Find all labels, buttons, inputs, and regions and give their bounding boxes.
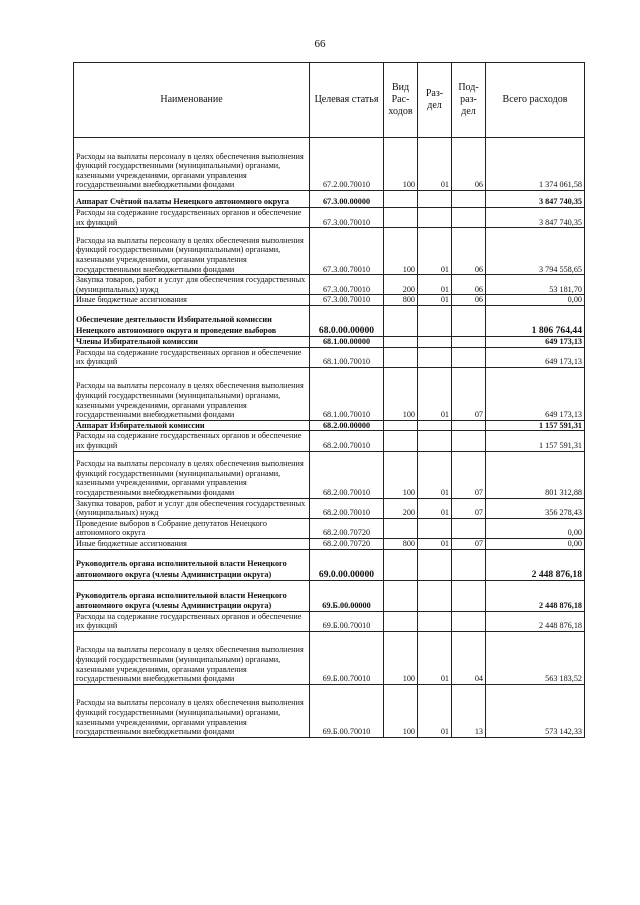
table-row — [74, 347, 585, 367]
row-section: 01 — [418, 451, 452, 498]
row-target: 67.3.00.70010 — [310, 275, 384, 295]
row-section: 01 — [418, 367, 452, 420]
row-subsection — [452, 305, 486, 336]
row-section: 01 — [418, 631, 452, 684]
table-row — [74, 684, 585, 737]
row-section — [418, 336, 452, 347]
row-subsection: 07 — [452, 498, 486, 518]
row-section — [418, 305, 452, 336]
header-name: Наименование — [74, 63, 310, 138]
table-body — [74, 138, 585, 738]
row-target: 68.2.00.70010 — [310, 451, 384, 498]
table-row — [74, 538, 585, 549]
row-target: 69.Б.00.00000 — [310, 580, 384, 611]
table-row — [74, 549, 585, 580]
row-type: 100 — [384, 228, 418, 275]
row-type: 100 — [384, 451, 418, 498]
table-row — [74, 420, 585, 431]
row-total: 0,00 — [486, 518, 585, 538]
row-type — [384, 347, 418, 367]
row-subsection — [452, 549, 486, 580]
row-name: Иные бюджетные ассигнования — [74, 538, 310, 549]
row-target: 67.3.00.70010 — [310, 228, 384, 275]
row-section: 01 — [418, 275, 452, 295]
row-target: 68.2.00.00000 — [310, 420, 384, 431]
table-row — [74, 580, 585, 611]
row-name: Иные бюджетные ассигнования — [74, 295, 310, 306]
row-type: 800 — [384, 295, 418, 306]
row-name: Расходы на выплаты персоналу в целях обеспечения выполнения функций государственными (муниципальными) органами, казенными учреждениями, органами управления государственными внебюджетными фондами — [74, 367, 310, 420]
row-subsection: 07 — [452, 367, 486, 420]
row-section — [418, 580, 452, 611]
row-target: 68.1.00.70010 — [310, 367, 384, 420]
row-section — [418, 611, 452, 631]
row-section — [418, 431, 452, 451]
row-total: 801 312,88 — [486, 451, 585, 498]
row-type — [384, 208, 418, 228]
row-type: 200 — [384, 275, 418, 295]
table-row — [74, 498, 585, 518]
row-section: 01 — [418, 295, 452, 306]
row-name: Закупка товаров, работ и услуг для обеспечения государственных (муниципальных) нужд — [74, 498, 310, 518]
row-name: Члены Избирательной комиссии — [74, 336, 310, 347]
row-total: 1 806 764,44 — [486, 305, 585, 336]
row-subsection: 06 — [452, 295, 486, 306]
row-target: 68.1.00.70010 — [310, 347, 384, 367]
row-type — [384, 611, 418, 631]
table-row — [74, 631, 585, 684]
row-name: Руководитель органа исполнительной власти Ненецкого автономного округа (члены Администрации округа) — [74, 549, 310, 580]
row-target: 68.0.00.00000 — [310, 305, 384, 336]
row-subsection — [452, 191, 486, 208]
row-type: 200 — [384, 498, 418, 518]
row-total: 3 794 558,65 — [486, 228, 585, 275]
row-subsection — [452, 347, 486, 367]
row-total: 0,00 — [486, 538, 585, 549]
row-target: 67.3.00.00000 — [310, 191, 384, 208]
row-total: 3 847 740,35 — [486, 191, 585, 208]
row-section — [418, 208, 452, 228]
row-name: Закупка товаров, работ и услуг для обеспечения государственных (муниципальных) нужд — [74, 275, 310, 295]
row-total: 563 183,52 — [486, 631, 585, 684]
row-target: 69.Б.00.70010 — [310, 611, 384, 631]
row-type — [384, 518, 418, 538]
table-row — [74, 191, 585, 208]
row-section: 01 — [418, 138, 452, 191]
row-subsection — [452, 431, 486, 451]
row-section: 01 — [418, 684, 452, 737]
row-name: Руководитель органа исполнительной власти Ненецкого автономного округа (члены Администрации округа) — [74, 580, 310, 611]
row-subsection: 06 — [452, 138, 486, 191]
table-row — [74, 295, 585, 306]
table-row — [74, 228, 585, 275]
row-name: Расходы на выплаты персоналу в целях обеспечения выполнения функций государственными (муниципальными) органами, казенными учреждениями, органами управления государственными внебюджетными фондами — [74, 684, 310, 737]
row-target: 67.3.00.70010 — [310, 208, 384, 228]
row-type: 800 — [384, 538, 418, 549]
header-section: Раз-дел — [418, 63, 452, 138]
row-type — [384, 191, 418, 208]
row-target: 69.Б.00.70010 — [310, 684, 384, 737]
row-name: Проведение выборов в Собрание депутатов Ненецкого автономного округа — [74, 518, 310, 538]
row-target: 68.1.00.00000 — [310, 336, 384, 347]
row-name: Расходы на выплаты персоналу в целях обеспечения выполнения функций государственными (муниципальными) органами, казенными учреждениями, органами управления государственными внебюджетными фондами — [74, 228, 310, 275]
row-section: 01 — [418, 228, 452, 275]
row-total: 1 157 591,31 — [486, 420, 585, 431]
table-row — [74, 611, 585, 631]
row-subsection — [452, 420, 486, 431]
row-section: 01 — [418, 498, 452, 518]
table-row — [74, 138, 585, 191]
row-total: 2 448 876,18 — [486, 580, 585, 611]
table-row — [74, 367, 585, 420]
row-subsection — [452, 611, 486, 631]
table-row — [74, 451, 585, 498]
row-total: 0,00 — [486, 295, 585, 306]
row-subsection: 06 — [452, 275, 486, 295]
row-type — [384, 336, 418, 347]
row-total: 1 374 061,58 — [486, 138, 585, 191]
table-row — [74, 305, 585, 336]
row-name: Аппарат Избирательной комиссии — [74, 420, 310, 431]
row-type: 100 — [384, 367, 418, 420]
row-total: 53 181,70 — [486, 275, 585, 295]
row-section — [418, 518, 452, 538]
row-name: Расходы на содержание государственных органов и обеспечение их функций — [74, 431, 310, 451]
header-target: Целевая статья — [310, 63, 384, 138]
row-name: Расходы на выплаты персоналу в целях обеспечения выполнения функций государственными (муниципальными) органами, казенными учреждениями, органами управления государственными внебюджетными фондами — [74, 138, 310, 191]
table-row — [74, 518, 585, 538]
row-type: 100 — [384, 138, 418, 191]
row-target: 68.2.00.70720 — [310, 518, 384, 538]
row-total: 356 278,43 — [486, 498, 585, 518]
row-subsection: 06 — [452, 228, 486, 275]
row-type: 100 — [384, 631, 418, 684]
row-subsection — [452, 518, 486, 538]
row-section — [418, 191, 452, 208]
row-total: 1 157 591,31 — [486, 431, 585, 451]
row-type — [384, 420, 418, 431]
row-total: 2 448 876,18 — [486, 549, 585, 580]
row-type — [384, 431, 418, 451]
row-name: Расходы на выплаты персоналу в целях обеспечения выполнения функций государственными (муниципальными) органами, казенными учреждениями, органами управления государственными внебюджетными фондами — [74, 451, 310, 498]
row-total: 649 173,13 — [486, 347, 585, 367]
row-name: Расходы на содержание государственных органов и обеспечение их функций — [74, 208, 310, 228]
header-row — [74, 63, 585, 138]
page-number: 66 — [314, 38, 326, 50]
table-row — [74, 431, 585, 451]
row-section — [418, 549, 452, 580]
row-name: Аппарат Счётной палаты Ненецкого автономного округа — [74, 191, 310, 208]
header-subsection: Под-раз-дел — [452, 63, 486, 138]
row-section — [418, 420, 452, 431]
row-type — [384, 580, 418, 611]
row-target: 69.Б.00.70010 — [310, 631, 384, 684]
row-section: 01 — [418, 538, 452, 549]
row-subsection — [452, 208, 486, 228]
row-name: Расходы на содержание государственных органов и обеспечение их функций — [74, 347, 310, 367]
row-target: 69.0.00.00000 — [310, 549, 384, 580]
row-subsection: 04 — [452, 631, 486, 684]
row-total: 573 142,33 — [486, 684, 585, 737]
row-name: Расходы на содержание государственных органов и обеспечение их функций — [74, 611, 310, 631]
row-target: 67.2.00.70010 — [310, 138, 384, 191]
row-name: Расходы на выплаты персоналу в целях обеспечения выполнения функций государственными (муниципальными) органами, казенными учреждениями, органами управления государственными внебюджетными фондами — [74, 631, 310, 684]
row-section — [418, 347, 452, 367]
table-row — [74, 336, 585, 347]
row-target: 68.2.00.70720 — [310, 538, 384, 549]
table-row — [74, 208, 585, 228]
row-target: 68.2.00.70010 — [310, 498, 384, 518]
row-target: 68.2.00.70010 — [310, 431, 384, 451]
row-total: 649 173,13 — [486, 336, 585, 347]
budget-table — [73, 62, 585, 738]
row-type: 100 — [384, 684, 418, 737]
table-row — [74, 275, 585, 295]
row-subsection: 13 — [452, 684, 486, 737]
row-name: Обеспечение деятельности Избирательной комиссии Ненецкого автономного округа и проведение выборов — [74, 305, 310, 336]
row-subsection — [452, 580, 486, 611]
header-type: Вид Рас-ходов — [384, 63, 418, 138]
row-type — [384, 305, 418, 336]
row-subsection: 07 — [452, 451, 486, 498]
row-subsection — [452, 336, 486, 347]
row-total: 2 448 876,18 — [486, 611, 585, 631]
row-total: 649 173,13 — [486, 367, 585, 420]
row-target: 67.3.00.70010 — [310, 295, 384, 306]
row-subsection: 07 — [452, 538, 486, 549]
header-total: Всего расходов — [486, 63, 585, 138]
row-type — [384, 549, 418, 580]
row-total: 3 847 740,35 — [486, 208, 585, 228]
